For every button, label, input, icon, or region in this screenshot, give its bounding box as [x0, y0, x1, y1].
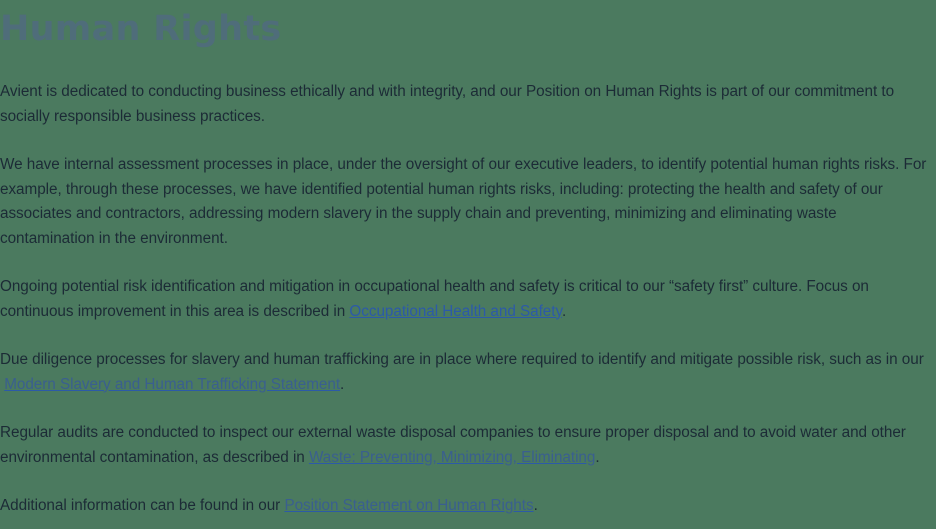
spacer — [0, 50, 934, 80]
spacer — [0, 324, 934, 348]
paragraph-due-diligence-period: . — [340, 375, 345, 393]
spacer — [0, 251, 934, 275]
spacer — [0, 397, 934, 421]
paragraph-audits-text: Regular audits are conducted to inspect our external waste disposal companies to ensure proper disposal and to avoid water and other environmental contamination, as described in — [0, 424, 906, 466]
paragraph-health-safety-text: Ongoing potential risk identification and mitigation in occupational health and safety is critical to our “safety first” culture. Focus on continuous improvement in this area is described in — [0, 278, 869, 320]
paragraph-audits-period: . — [595, 448, 600, 466]
link-modern-slavery-statement[interactable]: Modern Slavery and Human Trafficking Statement — [4, 375, 341, 393]
spacer — [0, 470, 934, 494]
paragraph-additional-info-period: . — [533, 497, 538, 514]
paragraph-intro: Avient is dedicated to conducting business ethically and with integrity, and our Position on Human Rights is part of our commitment to socially responsible business practices. — [0, 83, 895, 125]
link-waste-preventing-minimizing-eliminating[interactable]: Waste: Preventing, Minimizing, Eliminating — [308, 448, 596, 466]
paragraph-due-diligence-text: Due diligence processes for slavery and human trafficking are in place where required to identify and mitigate possible risk, such as in our — [0, 351, 924, 368]
link-position-statement-on-human-rights[interactable]: Position Statement on Human Rights — [284, 497, 534, 514]
paragraph-assessment-processes: We have internal assessment processes in place, under the oversight of our executive leaders, to identify potential human rights risks. For example, through these processes, we have identified potential human rights risks, including: protecting the health and safety of our associates and contractors, addressing modern slavery in the supply chain and preventing, minimizing and eliminating waste contamination in the environment. — [0, 156, 927, 247]
paragraph-additional-info — [0, 494, 934, 519]
link-occupational-health-and-safety[interactable]: Occupational Health and Safety — [349, 302, 562, 320]
spacer — [0, 129, 934, 153]
paragraph-health-safety-period: . — [561, 302, 567, 320]
paragraph-additional-info-text: Additional information can be found in our — [0, 497, 285, 514]
paragraph-due-diligence — [0, 348, 934, 397]
page-title: Human Rights — [0, 9, 282, 49]
paragraph-audits — [0, 421, 934, 470]
paragraph-health-safety — [0, 275, 934, 324]
